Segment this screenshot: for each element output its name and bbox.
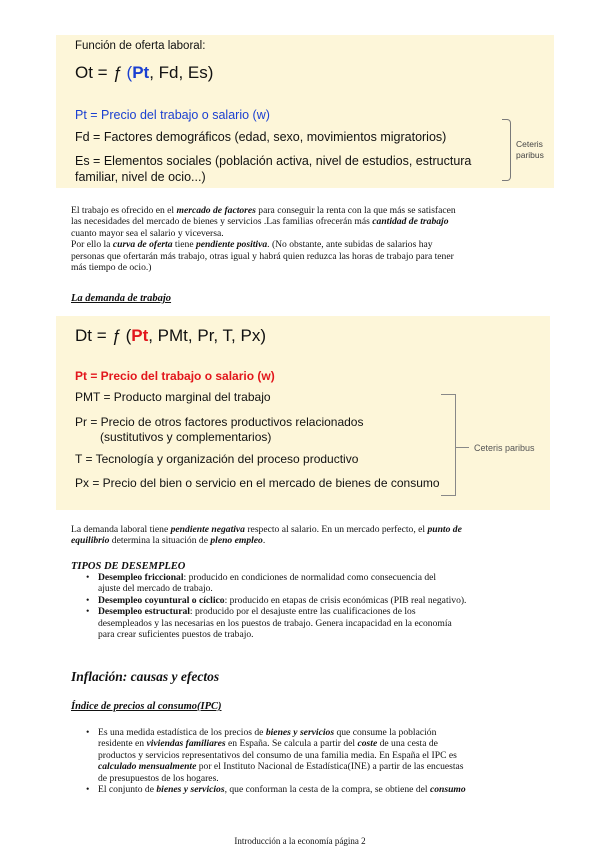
ceteris-paribus-label-demanda: Ceteris paribus — [474, 443, 535, 453]
oferta-es-definition-line1: Es = Elementos sociales (población activa, nivel de estudios, estructura — [75, 154, 472, 168]
oferta-laboral-box — [56, 35, 554, 188]
demanda-t-definition: T = Tecnología y organización del proceso productivo — [75, 452, 359, 466]
oferta-formula: Ot = ƒ (Pt, Fd, Es) — [75, 63, 214, 82]
oferta-line-3: cuanto mayor sea el salario y viceversa. — [71, 227, 224, 239]
oferta-explanation — [71, 205, 551, 273]
demanda-pt-definition: Pt = Precio del trabajo o salario (w) — [75, 369, 275, 383]
ipc-heading: Índice de precios al consumo(IPC) — [71, 701, 222, 712]
demanda-line-2: equilibrio determina la situación de pleno empleo. — [71, 535, 266, 547]
demanda-line-1: La demanda laboral tiene pendiente negativa respecto al salario. En un mercado perfecto, el punto de — [71, 524, 462, 535]
desempleo-item-coyuntural: • Desempleo coyuntural o cíclico: producido en etapas de crisis económicas (PIB real negativo). — [84, 595, 544, 606]
desempleo-list — [84, 572, 544, 640]
oferta-pt-definition: Pt = Precio del trabajo o salario (w) — [75, 108, 270, 122]
demanda-trabajo-box — [56, 316, 550, 510]
desempleo-heading: TIPOS DE DESEMPLEO — [71, 561, 186, 572]
oferta-line-1: El trabajo es ofrecido en el mercado de factores para conseguir la renta con la que más se satisfacen — [71, 205, 456, 216]
demanda-heading: La demanda de trabajo — [71, 293, 172, 304]
ceteris-paribus-label-line1: Ceteris — [516, 139, 543, 149]
ceteris-paribus-bracket — [502, 119, 511, 181]
page-footer: Introducción a la economía página 2 — [234, 836, 366, 846]
demanda-pmt-definition: PMT = Producto marginal del trabajo — [75, 390, 271, 404]
demanda-px-definition: Px = Precio del bien o servicio en el mercado de bienes de consumo — [75, 476, 440, 490]
ipc-list — [84, 727, 544, 795]
ceteris-paribus-pointer — [455, 447, 469, 448]
ipc-item-definition: • Es una medida estadística de los precios de bienes y servicios que consume la población residente en viviendas familiares en España. Se calcula a partir del coste de una cesta de productos y servicios representativos del consumo de una familia media. En España el IPC es calculado mensualmente por el Instituto Nacional de Estadística(INE) a partir de las encuestas de presupuestos de los hogares. — [84, 727, 544, 784]
oferta-box-title: Función de oferta laboral: — [75, 40, 206, 52]
ceteris-paribus-bracket-demanda — [441, 394, 456, 496]
demanda-pr-definition-line1: Pr = Precio de otros factores productivos relacionados — [75, 415, 364, 429]
oferta-line-2: las necesidades del mercado de bienes y servicios .Las familias ofrecerán más cantidad de trabajo — [71, 216, 449, 228]
inflacion-heading: Inflación: causas y efectos — [71, 669, 220, 684]
oferta-line-6: más tiempo de ocio.) — [71, 262, 152, 274]
oferta-fd-definition: Fd = Factores demográficos (edad, sexo, movimientos migratorios) — [75, 130, 447, 144]
oferta-es-definition-line2: familiar, nivel de ocio...) — [75, 170, 206, 184]
desempleo-item-friccional: • Desempleo friccional: producido en condiciones de normalidad como consecuencia del ajuste del mercado de trabajo. — [84, 572, 544, 595]
oferta-line-5: personas que ofertarán más trabajo, otras igual y habrá quien reduzca las horas de trabajo para tener — [71, 250, 454, 262]
ipc-item-cesta: • El conjunto de bienes y servicios, que conforman la cesta de la compra, se obtiene del consumo — [84, 784, 544, 795]
demanda-formula: Dt = ƒ (Pt, PMt, Pr, T, Px) — [75, 326, 266, 345]
desempleo-item-estructural: • Desempleo estructural: producido por el desajuste entre las cualificaciones de los desempleados y las necesarias en los puestos de trabajo. Genera incapacidad en la economía para crear suficientes puestos de trabajo. — [84, 606, 544, 640]
oferta-line-4: Por ello la curva de oferta tiene pendiente positiva. (No obstante, ante subidas de salarios hay — [71, 239, 433, 251]
demanda-pr-definition-line2: (sustitutivos y complementarios) — [100, 430, 272, 444]
ceteris-paribus-label-line2: paribus — [516, 150, 544, 160]
demanda-explanation — [71, 524, 551, 547]
